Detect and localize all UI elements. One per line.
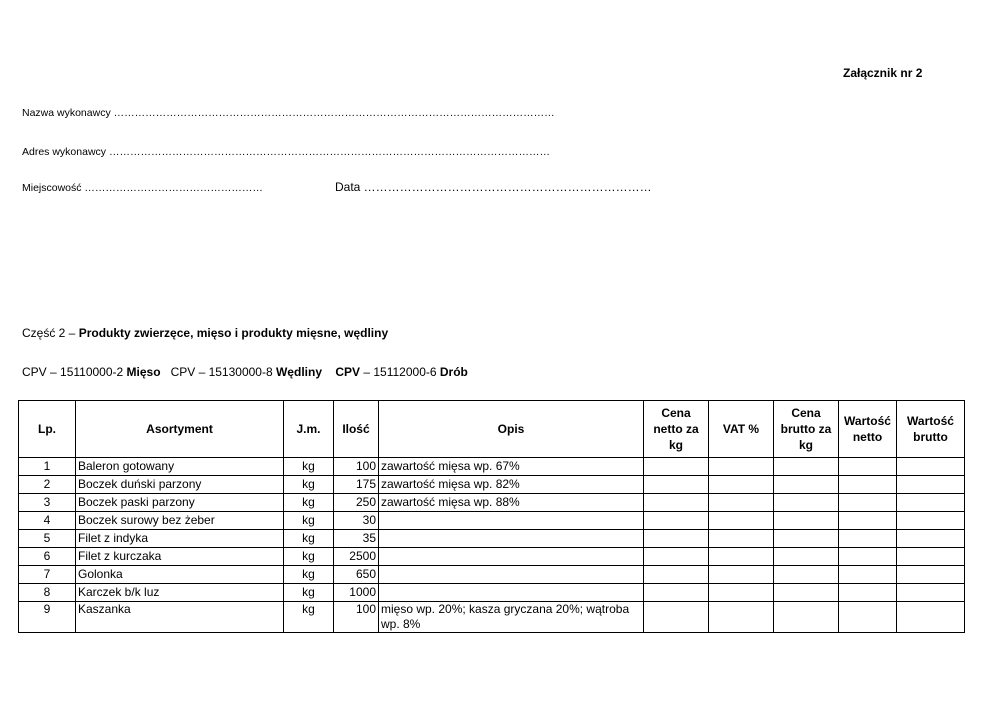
part-prefix: Część 2 – [22,326,79,340]
cell-net-price[interactable] [644,548,709,566]
contractor-address-field: Adres wykonawcy ……………………………………………………………………………………………………………… [22,146,550,158]
cell-name: Golonka [76,566,284,584]
cell-gross-price[interactable] [774,530,839,548]
cell-gross-value[interactable] [897,584,965,602]
cell-gross-value[interactable] [897,458,965,476]
cell-lp: 6 [19,548,76,566]
cell-net-price[interactable] [644,530,709,548]
cell-name: Boczek surowy bez żeber [76,512,284,530]
cell-desc: zawartość mięsa wp. 88% [379,494,644,512]
cell-unit: kg [284,548,334,566]
col-vat: VAT % [709,401,774,458]
cell-desc [379,566,644,584]
cell-lp: 9 [19,602,76,633]
cell-name: Kaszanka [76,602,284,633]
col-lp: Lp. [19,401,76,458]
cell-gross-price[interactable] [774,602,839,633]
table-row [19,566,965,584]
cell-lp: 2 [19,476,76,494]
cell-net-price[interactable] [644,566,709,584]
cell-lp: 8 [19,584,76,602]
cell-lp: 1 [19,458,76,476]
cell-name: Boczek paski parzony [76,494,284,512]
cell-unit: kg [284,584,334,602]
col-gross-value: Wartość brutto [897,401,965,458]
cpv-code-2: CPV – 15130000-8 [170,365,276,379]
cell-name: Karczek b/k luz [76,584,284,602]
cell-vat[interactable] [709,602,774,633]
cell-vat[interactable] [709,494,774,512]
cell-net-value[interactable] [839,530,897,548]
cell-name: Baleron gotowany [76,458,284,476]
cell-gross-value[interactable] [897,566,965,584]
col-net-price: Cena netto za kg [644,401,709,458]
cell-net-value[interactable] [839,548,897,566]
cell-gross-price[interactable] [774,584,839,602]
cell-net-price[interactable] [644,584,709,602]
cell-gross-price[interactable] [774,548,839,566]
col-assortment: Asortyment [76,401,284,458]
cell-desc: mięso wp. 20%; kasza gryczana 20%; wątroba wp. 8% [379,602,644,633]
cell-unit: kg [284,458,334,476]
contractor-name-field: Nazwa wykonawcy ……………………………………………………………………………………………………………… [22,107,555,119]
cell-lp: 3 [19,494,76,512]
cpv-name-3: Drób [439,365,468,379]
cell-unit: kg [284,476,334,494]
cell-qty: 35 [334,530,379,548]
cell-qty: 650 [334,566,379,584]
table-row [19,494,965,512]
cell-qty: 100 [334,602,379,633]
cell-name: Boczek duński parzony [76,476,284,494]
cell-gross-price[interactable] [774,494,839,512]
cell-vat[interactable] [709,476,774,494]
table-row [19,458,965,476]
part-name: Produkty zwierzęce, mięso i produkty mięsne, wędliny [78,326,389,340]
cell-desc [379,584,644,602]
cpv-name-2: Wędliny [275,365,322,379]
cell-gross-price[interactable] [774,476,839,494]
col-description: Opis [379,401,644,458]
table-row [19,602,965,633]
cell-net-price[interactable] [644,602,709,633]
cell-net-value[interactable] [839,602,897,633]
cell-gross-value[interactable] [897,512,965,530]
cell-qty: 100 [334,458,379,476]
cpv-line [22,365,468,379]
cell-vat[interactable] [709,512,774,530]
cpv-label-3: CPV [335,365,361,379]
cell-gross-value[interactable] [897,530,965,548]
cell-vat[interactable] [709,458,774,476]
products-table [18,400,965,633]
col-quantity: Ilość [334,401,379,458]
cell-net-price[interactable] [644,494,709,512]
cell-qty: 30 [334,512,379,530]
cell-unit: kg [284,512,334,530]
cell-gross-value[interactable] [897,494,965,512]
table-header-row [19,401,965,458]
cell-vat[interactable] [709,548,774,566]
cell-vat[interactable] [709,584,774,602]
date-field: Data ……………………………………………………………… [335,180,652,194]
cell-lp: 4 [19,512,76,530]
col-gross-price: Cena brutto za kg [774,401,839,458]
cell-qty: 2500 [334,548,379,566]
cell-vat[interactable] [709,530,774,548]
cell-net-price[interactable] [644,512,709,530]
cell-gross-price[interactable] [774,512,839,530]
cell-net-value[interactable] [839,458,897,476]
cell-net-value[interactable] [839,566,897,584]
cell-desc [379,512,644,530]
cell-desc [379,530,644,548]
cell-net-value[interactable] [839,494,897,512]
cell-lp: 5 [19,530,76,548]
cpv-name-1: Mięso [126,365,161,379]
cell-gross-value[interactable] [897,476,965,494]
table-row [19,476,965,494]
cell-unit: kg [284,566,334,584]
cpv-code-1: CPV – 15110000-2 [22,365,127,379]
cell-unit: kg [284,530,334,548]
cell-gross-price[interactable] [774,566,839,584]
cell-desc: zawartość mięsa wp. 82% [379,476,644,494]
cell-name: Filet z kurczaka [76,548,284,566]
cell-net-price[interactable] [644,476,709,494]
table-row [19,548,965,566]
cell-vat[interactable] [709,566,774,584]
col-unit: J.m. [284,401,334,458]
cell-qty: 175 [334,476,379,494]
cell-qty: 1000 [334,584,379,602]
cell-name: Filet z indyka [76,530,284,548]
table-row [19,512,965,530]
locality-field: Miejscowość …………………………………………… [22,182,263,194]
cell-gross-price[interactable] [774,458,839,476]
table-row [19,530,965,548]
cell-unit: kg [284,494,334,512]
cpv-code-3: – 15112000-6 [360,365,440,379]
part-title [22,326,388,340]
col-net-value: Wartość netto [839,401,897,458]
cell-qty: 250 [334,494,379,512]
cell-unit: kg [284,602,334,633]
cell-net-value[interactable] [839,476,897,494]
cell-gross-value[interactable] [897,548,965,566]
cell-gross-value[interactable] [897,602,965,633]
attachment-label: Załącznik nr 2 [843,66,923,80]
table-row [19,584,965,602]
cell-net-value[interactable] [839,512,897,530]
cell-net-value[interactable] [839,584,897,602]
cell-net-price[interactable] [644,458,709,476]
cell-desc: zawartość mięsa wp. 67% [379,458,644,476]
cell-lp: 7 [19,566,76,584]
cell-desc [379,548,644,566]
